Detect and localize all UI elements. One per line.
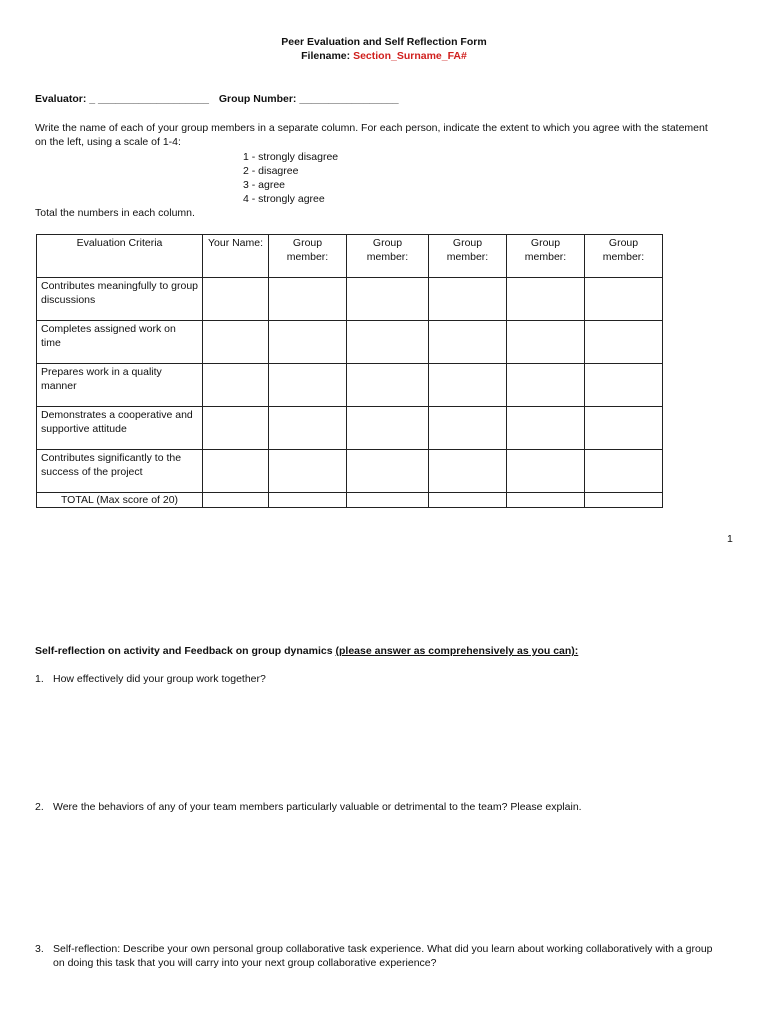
table-row — [37, 407, 663, 450]
reflection-heading — [35, 644, 578, 658]
total-cell[interactable] — [269, 493, 347, 508]
evaluator-label: Evaluator: — [35, 93, 87, 105]
score-cell[interactable] — [347, 364, 429, 407]
instructions-line-2: on the left, using a scale of 1-4: — [35, 136, 181, 148]
question-2 — [35, 800, 582, 814]
score-cell[interactable] — [203, 321, 269, 364]
score-cell[interactable] — [429, 450, 507, 493]
score-cell[interactable] — [429, 364, 507, 407]
table-row — [37, 450, 663, 493]
header-evaluation-criteria: Evaluation Criteria — [37, 235, 203, 278]
score-cell[interactable] — [269, 278, 347, 321]
score-cell[interactable] — [203, 450, 269, 493]
scale-item-3: 3 - agree — [243, 179, 286, 191]
page-number: 1 — [727, 533, 733, 545]
total-cell[interactable] — [203, 493, 269, 508]
group-number-label: Group Number: — [218, 93, 297, 105]
score-cell[interactable] — [507, 278, 585, 321]
score-cell[interactable] — [347, 450, 429, 493]
criterion-cell: Completes assigned work on time — [37, 321, 203, 364]
score-cell[interactable] — [269, 450, 347, 493]
score-cell[interactable] — [269, 364, 347, 407]
table-total-row — [37, 493, 663, 508]
score-cell[interactable] — [585, 278, 663, 321]
question-text: Self-reflection: Describe your own personal group collaborative task experience. What did you learn about working collaboratively with a group — [53, 943, 713, 955]
header-group-member-2: Group member: — [347, 235, 429, 278]
score-cell[interactable] — [507, 364, 585, 407]
evaluator-line — [35, 92, 399, 106]
scale-item-4: 4 - strongly agree — [243, 193, 325, 205]
score-cell[interactable] — [347, 321, 429, 364]
question-number: 2. — [35, 801, 44, 813]
question-number: 3. — [35, 943, 44, 955]
header-group-member-1: Group member: — [269, 235, 347, 278]
score-cell[interactable] — [269, 407, 347, 450]
filename-value: Section_Surname_FA# — [353, 50, 467, 62]
evaluation-table — [36, 234, 663, 508]
table-row — [37, 364, 663, 407]
table-row — [37, 278, 663, 321]
score-cell[interactable] — [429, 321, 507, 364]
question-number: 1. — [35, 673, 44, 685]
criterion-cell: Contributes significantly to the success of the project — [37, 450, 203, 493]
total-note: Total the numbers in each column. — [35, 207, 195, 219]
score-cell[interactable] — [203, 278, 269, 321]
filename-line — [0, 49, 768, 63]
total-cell[interactable] — [585, 493, 663, 508]
question-text: Were the behaviors of any of your team members particularly valuable or detrimental to the team? Please explain. — [53, 801, 582, 813]
score-cell[interactable] — [585, 321, 663, 364]
instructions-line-1: Write the name of each of your group members in a separate column. For each person, indicate the extent to which you agree with the statement — [35, 122, 708, 134]
criterion-cell: Contributes meaningfully to group discussions — [37, 278, 203, 321]
question-3-continued: on doing this task that you will carry into your next group collaborative experience? — [53, 957, 437, 969]
scale-item-2: 2 - disagree — [243, 165, 299, 177]
score-cell[interactable] — [507, 407, 585, 450]
score-cell[interactable] — [347, 278, 429, 321]
score-cell[interactable] — [203, 364, 269, 407]
form-title: Peer Evaluation and Self Reflection Form — [281, 36, 487, 48]
score-cell[interactable] — [585, 364, 663, 407]
score-cell[interactable] — [507, 321, 585, 364]
header-group-member-4: Group member: — [507, 235, 585, 278]
total-cell[interactable] — [429, 493, 507, 508]
reflection-heading-text: Self-reflection on activity and Feedback on group dynamics — [35, 645, 333, 657]
criterion-cell: Demonstrates a cooperative and supportive attitude — [37, 407, 203, 450]
group-number-field[interactable]: _________________ — [299, 93, 399, 105]
total-label: TOTAL (Max score of 20) — [37, 493, 203, 508]
reflection-heading-note: (please answer as comprehensively as you can): — [335, 645, 579, 657]
score-cell[interactable] — [203, 407, 269, 450]
score-cell[interactable] — [507, 450, 585, 493]
score-cell[interactable] — [429, 278, 507, 321]
total-cell[interactable] — [507, 493, 585, 508]
score-cell[interactable] — [347, 407, 429, 450]
table-header-row — [37, 235, 663, 278]
header-your-name: Your Name: — [203, 235, 269, 278]
score-cell[interactable] — [269, 321, 347, 364]
score-cell[interactable] — [585, 450, 663, 493]
filename-label: Filename: — [301, 50, 351, 62]
score-cell[interactable] — [429, 407, 507, 450]
question-text: How effectively did your group work together? — [53, 673, 266, 685]
total-cell[interactable] — [347, 493, 429, 508]
table-row — [37, 321, 663, 364]
header-group-member-3: Group member: — [429, 235, 507, 278]
criterion-cell: Prepares work in a quality manner — [37, 364, 203, 407]
scale-item-1: 1 - strongly disagree — [243, 151, 339, 163]
question-3 — [35, 942, 713, 956]
question-1 — [35, 672, 266, 686]
score-cell[interactable] — [585, 407, 663, 450]
header-group-member-5: Group member: — [585, 235, 663, 278]
evaluator-field[interactable]: _ ___________________ — [89, 93, 209, 105]
